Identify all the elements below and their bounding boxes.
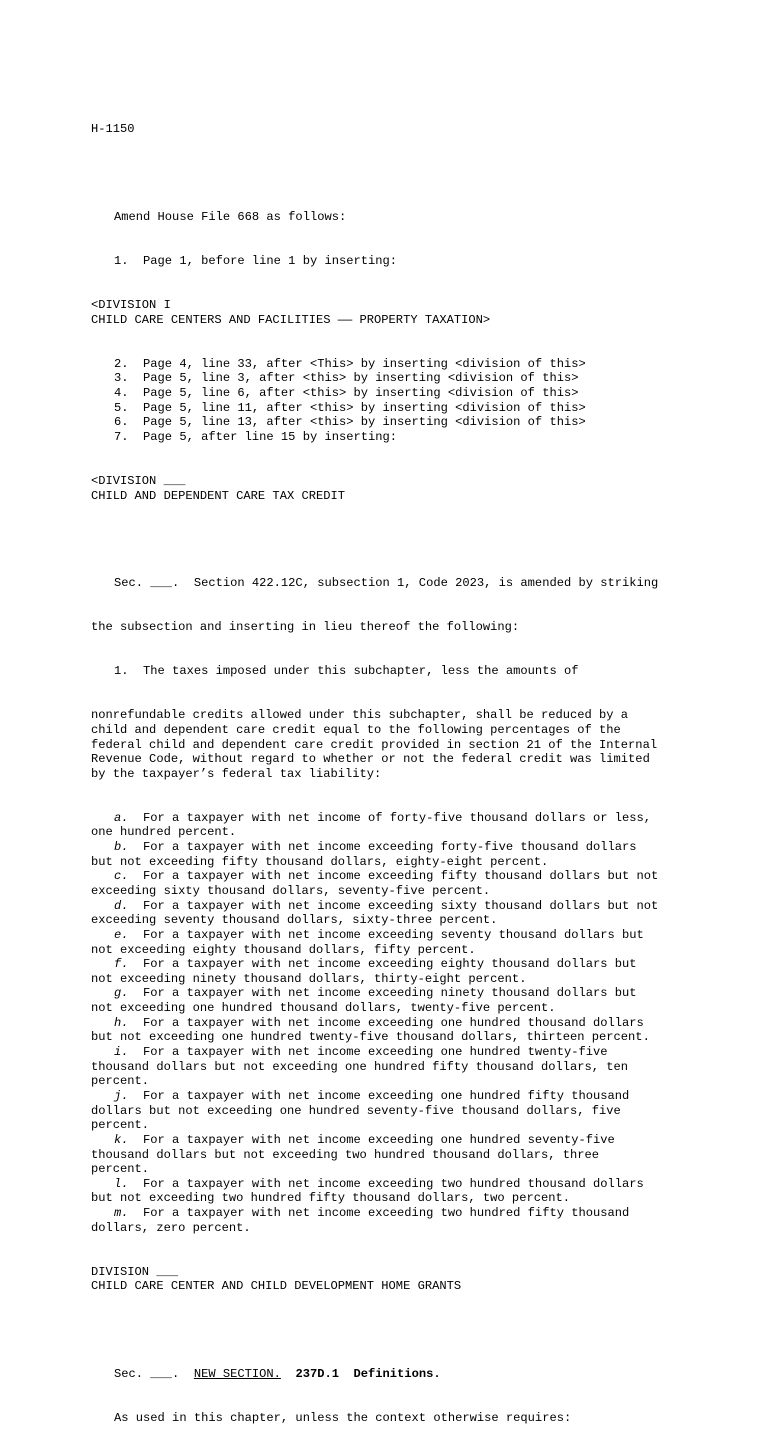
paragraph-line: thousand dollars but not exceeding one hundred fifty thousand dollars, ten bbox=[91, 1059, 629, 1074]
paragraph-letter: i. bbox=[114, 1045, 129, 1060]
instructions-group-b bbox=[91, 357, 691, 445]
paragraph-line: percent. bbox=[91, 1074, 150, 1089]
intro-text: Amend House File 668 as follows: bbox=[114, 210, 347, 225]
paragraph-letter: j. bbox=[114, 1088, 129, 1103]
paragraph-line bbox=[91, 811, 691, 826]
paragraph-line bbox=[91, 957, 691, 972]
paragraph-text: For a taxpayer with net income of forty-five thousand dollars or less, bbox=[128, 810, 652, 825]
blank-line bbox=[91, 166, 691, 181]
paragraph-text: For a taxpayer with net income exceeding eighty thousand dollars but bbox=[128, 957, 637, 972]
paragraph-line: one hundred percent. bbox=[91, 825, 237, 840]
paragraph-line: but not exceeding two hundred fifty thousand dollars, two percent. bbox=[91, 1191, 570, 1206]
paragraph-line: but not exceeding fifty thousand dollars, eighty-eight percent. bbox=[91, 854, 549, 869]
instruction-line bbox=[91, 254, 691, 269]
division-line: <DIVISION ___ bbox=[91, 473, 186, 488]
paragraph-line bbox=[91, 1133, 691, 1148]
instruction-line bbox=[91, 386, 691, 401]
division-line: <DIVISION I bbox=[91, 298, 171, 313]
paragraph-letter: g. bbox=[114, 986, 129, 1001]
paragraph-line bbox=[91, 1177, 691, 1192]
division-line: CHILD CARE CENTER AND CHILD DEVELOPMENT HOME GRANTS bbox=[91, 1279, 462, 1294]
paragraph-text: For a taxpayer with net income exceeding one hundred fifty thousand bbox=[128, 1088, 630, 1103]
instruction-line bbox=[91, 357, 691, 372]
paragraph-letter: h. bbox=[114, 1015, 129, 1030]
document-id: H-1150 bbox=[91, 122, 135, 137]
section-line bbox=[91, 576, 691, 591]
paragraph-text: For a taxpayer with net income exceeding one hundred twenty-five bbox=[128, 1045, 608, 1060]
paragraph-line bbox=[91, 928, 691, 943]
instruction-line bbox=[91, 415, 691, 430]
section-text: Sec. ___. Section 422.12C, subsection 1, Code 2023, is amended by striking bbox=[114, 576, 659, 591]
paragraph-line: thousand dollars but not exceeding two hundred thousand dollars, three bbox=[91, 1147, 600, 1162]
paragraph-letter: k. bbox=[114, 1132, 129, 1147]
blank-line bbox=[91, 1323, 691, 1338]
paragraph-text: For a taxpayer with net income exceeding sixty thousand dollars but not bbox=[128, 898, 659, 913]
paragraph-text: For a taxpayer with net income exceeding one hundred seventy-five bbox=[128, 1132, 615, 1147]
paragraph-text: For a taxpayer with net income exceeding seventy thousand dollars but bbox=[128, 927, 644, 942]
paragraph-line bbox=[91, 1016, 691, 1031]
section-heading: 237D.1 Definitions. bbox=[295, 1367, 441, 1382]
paragraph-text: For a taxpayer with net income exceeding two hundred fifty thousand bbox=[128, 1206, 630, 1221]
instruction-line-text: 7. Page 5, after line 15 by inserting: bbox=[114, 429, 398, 444]
instruction-line bbox=[91, 371, 691, 386]
paragraph-text: For a taxpayer with net income exceeding fifty thousand dollars but not bbox=[128, 869, 659, 884]
instruction-line-text: 3. Page 5, line 3, after <this> by inserting <division of this> bbox=[114, 371, 579, 386]
amendment-text bbox=[91, 93, 691, 1455]
paragraph-letter: b. bbox=[114, 840, 129, 855]
section-prefix: Sec. ___. bbox=[114, 1367, 194, 1382]
instruction-line-text: 6. Page 5, line 13, after <this> by inserting <division of this> bbox=[114, 415, 586, 430]
division-grants-heading bbox=[91, 1265, 691, 1294]
instruction-line-text: 2. Page 4, line 33, after <This> by inserting <division of this> bbox=[114, 356, 586, 371]
paragraph-line: percent. bbox=[91, 1162, 150, 1177]
section-gap bbox=[281, 1367, 296, 1381]
paragraph-line bbox=[91, 986, 691, 1001]
paragraph-line bbox=[91, 1089, 691, 1104]
paragraph-line bbox=[91, 1045, 691, 1060]
division-line: CHILD AND DEPENDENT CARE TAX CREDIT bbox=[91, 488, 346, 503]
paragraph-letter: l. bbox=[114, 1176, 129, 1191]
paragraph-line: dollars but not exceeding one hundred seventy-five thousand dollars, five bbox=[91, 1103, 621, 1118]
subsection-text: 1. The taxes imposed under this subchapter, less the amounts of bbox=[114, 664, 579, 679]
subsection-line bbox=[91, 664, 691, 679]
subsection-line: by the taxpayer’s federal tax liability: bbox=[91, 766, 382, 781]
section-line: the subsection and inserting in lieu thereof the following: bbox=[91, 620, 520, 635]
subsection-line: Revenue Code, without regard to whether or not the federal credit was limited bbox=[91, 752, 650, 767]
division-line: CHILD CARE CENTERS AND FACILITIES —— PROPERTY TAXATION> bbox=[91, 312, 491, 327]
paragraph-line: but not exceeding one hundred twenty-five thousand dollars, thirteen percent. bbox=[91, 1030, 650, 1045]
new-section-label: NEW SECTION. bbox=[193, 1367, 281, 1382]
paragraph-line: not exceeding one hundred thousand dollars, twenty-five percent. bbox=[91, 1001, 556, 1016]
paragraph-line bbox=[91, 840, 691, 855]
instruction-line bbox=[91, 430, 691, 445]
paragraph-line: exceeding sixty thousand dollars, seventy-five percent. bbox=[91, 884, 491, 898]
paragraph-text: For a taxpayer with net income exceeding forty-five thousand dollars bbox=[128, 840, 637, 855]
paragraph-line bbox=[91, 869, 691, 884]
paragraph-line: exceeding seventy thousand dollars, sixty-three percent. bbox=[91, 913, 498, 928]
intro-line bbox=[91, 210, 691, 225]
division-tax-credit-heading bbox=[91, 474, 691, 503]
subsection-line: child and dependent care credit equal to the following percentages of the bbox=[91, 722, 621, 737]
paragraph-line bbox=[91, 1206, 691, 1221]
paragraph-letter: a. bbox=[114, 810, 129, 825]
paragraph-text: For a taxpayer with net income exceeding ninety thousand dollars but bbox=[128, 986, 637, 1001]
division-line: DIVISION ___ bbox=[91, 1264, 179, 1279]
paragraph-text: For a taxpayer with net income exceeding two hundred thousand dollars bbox=[128, 1176, 644, 1191]
closing-text: As used in this chapter, unless the context otherwise requires: bbox=[114, 1411, 572, 1426]
instruction-line-text: 5. Page 5, line 11, after <this> by inserting <division of this> bbox=[114, 400, 586, 415]
instructions-group-a bbox=[91, 254, 691, 269]
paragraph-letter: e. bbox=[114, 927, 129, 942]
paragraph-line: not exceeding ninety thousand dollars, thirty-eight percent. bbox=[91, 971, 527, 986]
paragraph-letter: m. bbox=[114, 1206, 129, 1221]
paragraph-list bbox=[91, 811, 691, 1236]
instruction-line bbox=[91, 401, 691, 416]
subsection-line: nonrefundable credits allowed under this subchapter, shall be reduced by a bbox=[91, 708, 629, 723]
instruction-line-text: 1. Page 1, before line 1 by inserting: bbox=[114, 254, 398, 269]
paragraph-text: For a taxpayer with net income exceeding one hundred thousand dollars bbox=[128, 1015, 644, 1030]
paragraph-letter: d. bbox=[114, 898, 129, 913]
subsection-continuation bbox=[91, 708, 691, 781]
new-section-line bbox=[91, 1367, 691, 1382]
blank-line bbox=[91, 532, 691, 547]
paragraph-letter: f. bbox=[114, 957, 129, 972]
paragraph-line bbox=[91, 899, 691, 914]
paragraph-line: percent. bbox=[91, 1118, 150, 1133]
paragraph-line: dollars, zero percent. bbox=[91, 1220, 251, 1235]
instruction-line-text: 4. Page 5, line 6, after <this> by inserting <division of this> bbox=[114, 386, 579, 400]
closing-line bbox=[91, 1411, 691, 1426]
division-one-heading bbox=[91, 298, 691, 327]
subsection-line: federal child and dependent care credit provided in section 21 of the Internal bbox=[91, 737, 658, 752]
paragraph-letter: c. bbox=[114, 869, 129, 884]
paragraph-line: not exceeding eighty thousand dollars, fifty percent. bbox=[91, 942, 476, 957]
